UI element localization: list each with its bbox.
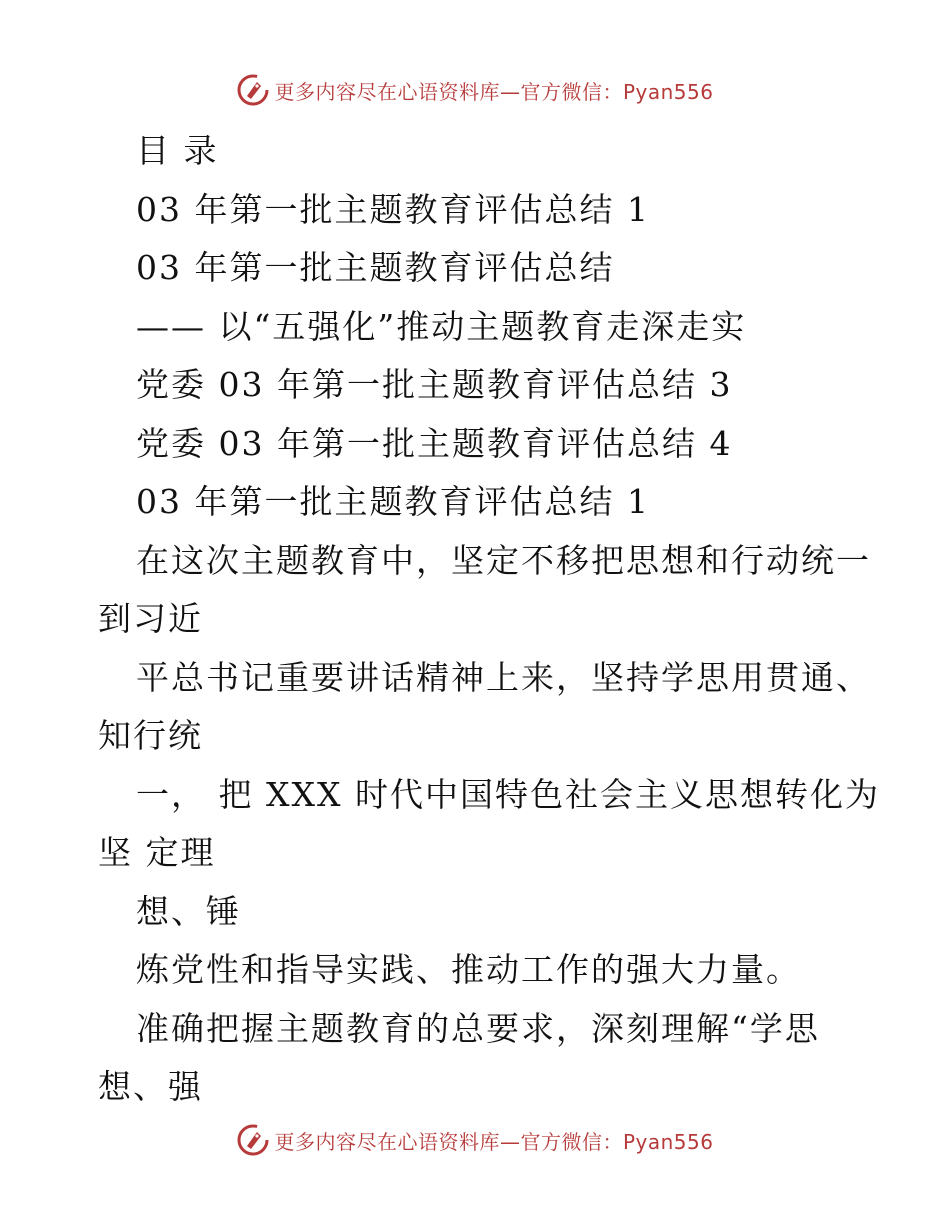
text-line: 目 录 bbox=[136, 131, 219, 170]
text-line: 03 年第一批主题教育评估总结 1 bbox=[136, 189, 650, 229]
text-line: 党委 03 年第一批主题教育评估总结 4 bbox=[136, 423, 733, 463]
footer-banner bbox=[0, 1120, 950, 1160]
text-line: 党委 03 年第一批主题教育评估总结 3 bbox=[136, 365, 733, 404]
text-line: 平总书记重要讲话精神上来，坚持学思用贯通、 bbox=[136, 657, 871, 697]
text-line: 想、锤 bbox=[136, 891, 241, 931]
text-line: 炼党性和指导实践、推动工作的强大力量。 bbox=[136, 950, 801, 989]
text-line: 一， 把 XXX 时代中国特色社会主义思想转化为 bbox=[136, 774, 880, 814]
text-line: 坚 定理 bbox=[98, 833, 216, 872]
text-line: 准确把握主题教育的总要求，深刻理解“学思 bbox=[136, 1008, 820, 1048]
text-line: 想、强 bbox=[98, 1067, 203, 1106]
header-banner bbox=[0, 70, 950, 110]
banner-text: 更多内容尽在心语资料库—官方微信：Pyan556 bbox=[274, 1129, 714, 1154]
text-line: —— 以“五强化”推动主题教育走深走实 bbox=[136, 306, 747, 346]
text-line: 知行统 bbox=[98, 716, 203, 755]
document-body bbox=[98, 122, 880, 1117]
text-line: 03 年第一批主题教育评估总结 bbox=[136, 248, 615, 287]
text-line: 到习近 bbox=[98, 599, 203, 638]
banner-text: 更多内容尽在心语资料库—官方微信：Pyan556 bbox=[274, 79, 714, 104]
text-line: 在这次主题教育中，坚定不移把思想和行动统一 bbox=[136, 540, 871, 580]
pen-nib-icon bbox=[236, 1123, 270, 1157]
pen-nib-icon bbox=[236, 73, 270, 107]
text-line: 03 年第一批主题教育评估总结 1 bbox=[136, 482, 650, 521]
